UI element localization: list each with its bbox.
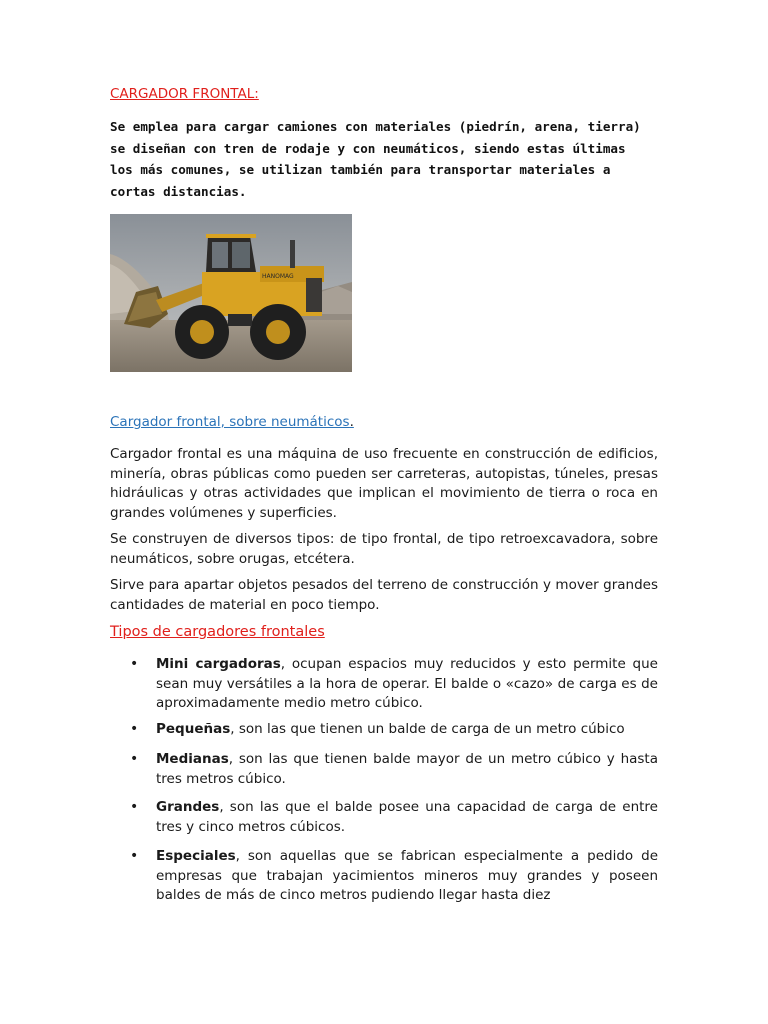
front-loader-illustration [110, 214, 352, 372]
intro-paragraph: Se emplea para cargar camiones con materiales (piedrín, arena, tierra) se diseñan con tren de rodaje y con neumáticos, siendo estas últimas los más comunes, se utilizan también para transportar materiales a cortas distancias. [110, 119, 641, 199]
bullet-icon: • [130, 751, 139, 767]
list-item-term: Especiales [156, 848, 236, 864]
list-item [130, 750, 658, 789]
list-item-text: , son las que tienen un balde de carga de un metro cúbico [230, 721, 625, 737]
paragraph-1: Cargador frontal es una máquina de uso frecuente en construcción de edificios, minería, obras públicas como pueden ser carreteras, autopistas, túneles, presas hidráulicas y otras actividades que implican el movimiento de tierra o roca en grandes volúmenes y superficies. [110, 446, 658, 521]
types-heading: Tipos de cargadores frontales [110, 624, 325, 640]
paragraph-3: Sirve para apartar objetos pesados del terreno de construcción y mover grandes cantidades de material en poco tiempo. [110, 577, 658, 613]
bullet-icon: • [130, 656, 139, 672]
front-loader-photo [110, 214, 352, 372]
paragraph-2: Se construyen de diversos tipos: de tipo frontal, de tipo retroexcavadora, sobre neumáticos, sobre orugas, etcétera. [110, 531, 658, 567]
list-item-term: Mini cargadoras [156, 656, 281, 672]
caption-period: . [349, 414, 354, 430]
list-item-text: , son las que el balde posee una capacidad de carga de entre tres y cinco metros cúbicos. [156, 799, 658, 835]
list-item-text: , son las que tienen balde mayor de un metro cúbico y hasta tres metros cúbico. [156, 751, 658, 787]
brand-decal: HANOMAG [262, 273, 294, 280]
list-item [130, 798, 658, 837]
bullet-icon: • [130, 799, 139, 815]
list-item [130, 847, 658, 906]
list-item-term: Pequeñas [156, 721, 231, 737]
section-heading: CARGADOR FRONTAL: [110, 86, 259, 102]
bullet-icon: • [130, 848, 139, 864]
list-item-term: Grandes [156, 799, 220, 815]
list-item-text: , ocupan espacios muy reducidos y esto permite que sean muy versátiles a la hora de operar. El balde o «cazo» de carga es de aproximadamente medio metro cúbico. [156, 656, 658, 711]
caption-link[interactable]: Cargador frontal, sobre neumáticos [110, 414, 350, 430]
bullet-icon: • [130, 721, 139, 737]
list-item [130, 720, 658, 740]
list-item-term: Medianas [156, 751, 229, 767]
list-item [130, 655, 658, 714]
list-item-text: , son aquellas que se fabrican especialmente a pedido de empresas que trabajan yacimientos mineros muy grandes y poseen baldes de más de cinco metros pudiendo llegar hasta diez [156, 848, 658, 903]
caption [110, 414, 354, 430]
